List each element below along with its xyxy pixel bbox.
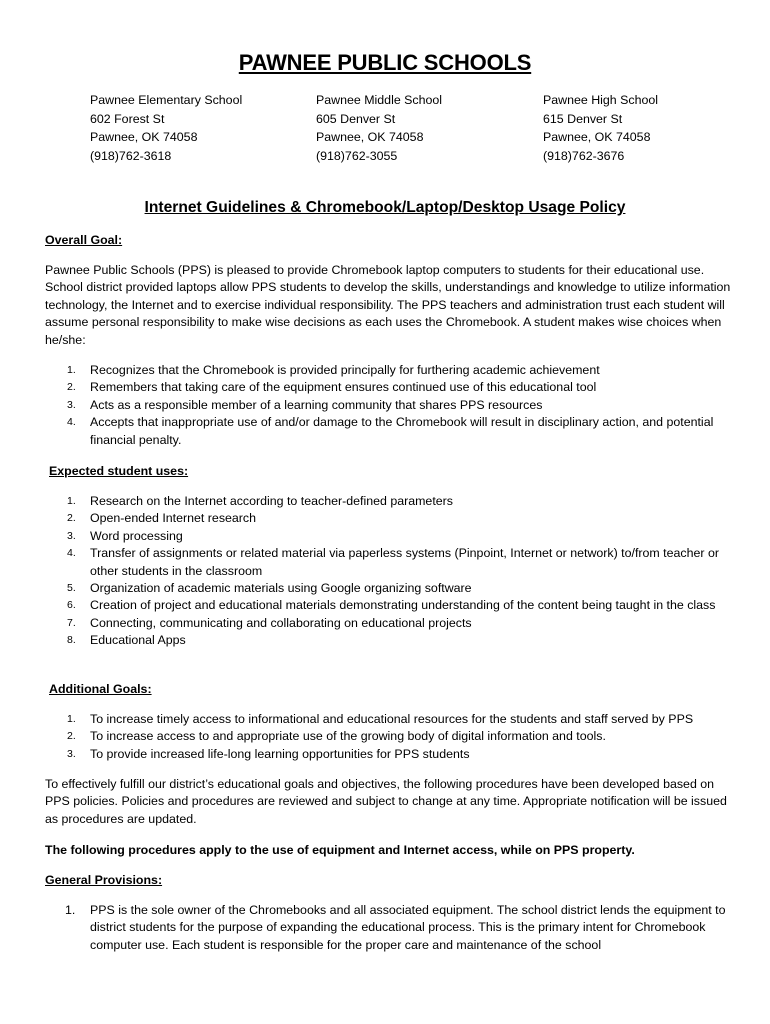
wise-choices-list bbox=[45, 362, 735, 449]
list-number: 5. bbox=[67, 582, 76, 595]
expected-uses-list bbox=[45, 493, 735, 650]
list-item bbox=[45, 597, 735, 614]
school-name: Pawnee Elementary School bbox=[90, 93, 243, 107]
list-item bbox=[45, 510, 735, 527]
list-text: To increase access to and appropriate use of the growing body of digital information and tools. bbox=[90, 729, 606, 744]
list-number: 1. bbox=[67, 364, 76, 376]
list-number: 6. bbox=[67, 599, 76, 612]
school-street: 615 Denver St bbox=[543, 111, 623, 126]
list-number: 8. bbox=[67, 634, 76, 647]
list-text: Open-ended Internet research bbox=[90, 511, 257, 526]
list-item bbox=[45, 545, 735, 580]
list-number: 3. bbox=[67, 747, 76, 760]
list-text: Remembers that taking care of the equipment ensures continued use of this educational tool bbox=[90, 380, 597, 395]
list-item bbox=[45, 632, 735, 649]
procedures-paragraph: To effectively fulfill our district’s educational goals and objectives, the following procedures have been developed based on PPS policies. Policies and procedures are reviewed and subject to change at any time. Appropriate notification will be issued as procedures are updated. bbox=[45, 777, 727, 826]
list-number: 4. bbox=[67, 547, 76, 560]
list-text: Recognizes that the Chromebook is provided principally for furthering academic achievement bbox=[90, 363, 600, 377]
school-phone: (918)762-3676 bbox=[543, 148, 625, 163]
list-text: Transfer of assignments or related material via paperless systems (Pinpoint, Internet or network) to/from teacher or other students in the classroom bbox=[90, 546, 719, 578]
list-text: Word processing bbox=[90, 528, 183, 543]
list-item bbox=[45, 414, 735, 449]
list-text: Creation of project and educational materials demonstrating understanding of the content being taught in the class bbox=[90, 598, 716, 613]
school-phone: (918)762-3055 bbox=[316, 148, 398, 163]
school-city: Pawnee, OK 74058 bbox=[543, 130, 651, 145]
list-number: 3. bbox=[67, 529, 76, 542]
additional-goals-heading: Additional Goals: bbox=[49, 682, 152, 696]
page-title: PAWNEE PUBLIC SCHOOLS bbox=[238, 50, 532, 75]
school-name: Pawnee High School bbox=[543, 93, 659, 107]
list-number: 7. bbox=[67, 616, 76, 629]
list-number: 4. bbox=[67, 416, 76, 429]
additional-goals-list bbox=[45, 711, 735, 763]
list-text: To provide increased life-long learning opportunities for PPS students bbox=[90, 746, 470, 761]
overall-goal-paragraph: Pawnee Public Schools (PPS) is pleased to provide Chromebook laptop computers to students for their educational use. School district provided laptops allow PPS students to develop the skills, understandings and knowledge to utilize information technology, the Internet and to exercise individual responsibility. The PPS teachers and administration trust each student will assume personal responsibility to make wise decisions as each uses the Chromebook. A student makes wise choices when he/she: bbox=[45, 263, 731, 347]
school-contact-high bbox=[543, 91, 753, 165]
school-street: 602 Forest St bbox=[90, 111, 165, 126]
list-item bbox=[45, 746, 735, 763]
school-name: Pawnee Middle School bbox=[316, 93, 443, 107]
list-item bbox=[45, 711, 735, 728]
list-item bbox=[45, 580, 735, 597]
list-text: Accepts that inappropriate use of and/or damage to the Chromebook will result in disciplinary action, and potential financial penalty. bbox=[90, 415, 714, 447]
list-text: Educational Apps bbox=[90, 633, 186, 648]
procedures-statement: The following procedures apply to the use of equipment and Internet access, while on PPS property. bbox=[45, 843, 635, 857]
list-number: 2. bbox=[67, 730, 76, 743]
list-item bbox=[45, 528, 735, 545]
list-text: Acts as a responsible member of a learning community that shares PPS resources bbox=[90, 397, 543, 412]
list-text: PPS is the sole owner of the Chromebooks and all associated equipment. The school district lends the equipment to district students for the purpose of expanding the educational process. This is the primary intent for Chromebook computer use. Each student is responsible for the proper care and maintenance of the school bbox=[90, 903, 726, 952]
list-item bbox=[45, 728, 735, 745]
school-contact-middle bbox=[316, 91, 526, 165]
list-item bbox=[45, 493, 735, 510]
policy-title: Internet Guidelines & Chromebook/Laptop/Desktop Usage Policy bbox=[144, 199, 626, 216]
list-number: 2. bbox=[67, 381, 76, 394]
list-text: Connecting, communicating and collaborating on educational projects bbox=[90, 615, 472, 630]
list-number: 2. bbox=[67, 512, 76, 525]
school-city: Pawnee, OK 74058 bbox=[316, 130, 424, 145]
list-item bbox=[45, 379, 735, 396]
general-provisions-heading: General Provisions: bbox=[45, 873, 163, 887]
school-phone: (918)762-3618 bbox=[90, 148, 172, 163]
list-text: To increase timely access to informational and educational resources for the students and staff served by PPS bbox=[90, 712, 694, 726]
list-number: 1. bbox=[65, 903, 76, 917]
school-city: Pawnee, OK 74058 bbox=[90, 130, 198, 145]
list-item bbox=[45, 615, 735, 632]
school-contact-elementary bbox=[90, 91, 300, 165]
list-text: Organization of academic materials using Google organizing software bbox=[90, 581, 472, 596]
list-number: 1. bbox=[67, 713, 76, 725]
list-number: 3. bbox=[67, 398, 76, 411]
list-text: Research on the Internet according to teacher-defined parameters bbox=[90, 494, 453, 508]
school-street: 605 Denver St bbox=[316, 111, 396, 126]
list-item bbox=[45, 362, 735, 379]
list-item bbox=[45, 902, 735, 954]
list-item bbox=[45, 397, 735, 414]
list-number: 1. bbox=[67, 495, 76, 507]
general-provisions-list bbox=[45, 902, 735, 954]
overall-goal-heading: Overall Goal: bbox=[45, 233, 123, 247]
expected-uses-heading: Expected student uses: bbox=[49, 464, 189, 478]
